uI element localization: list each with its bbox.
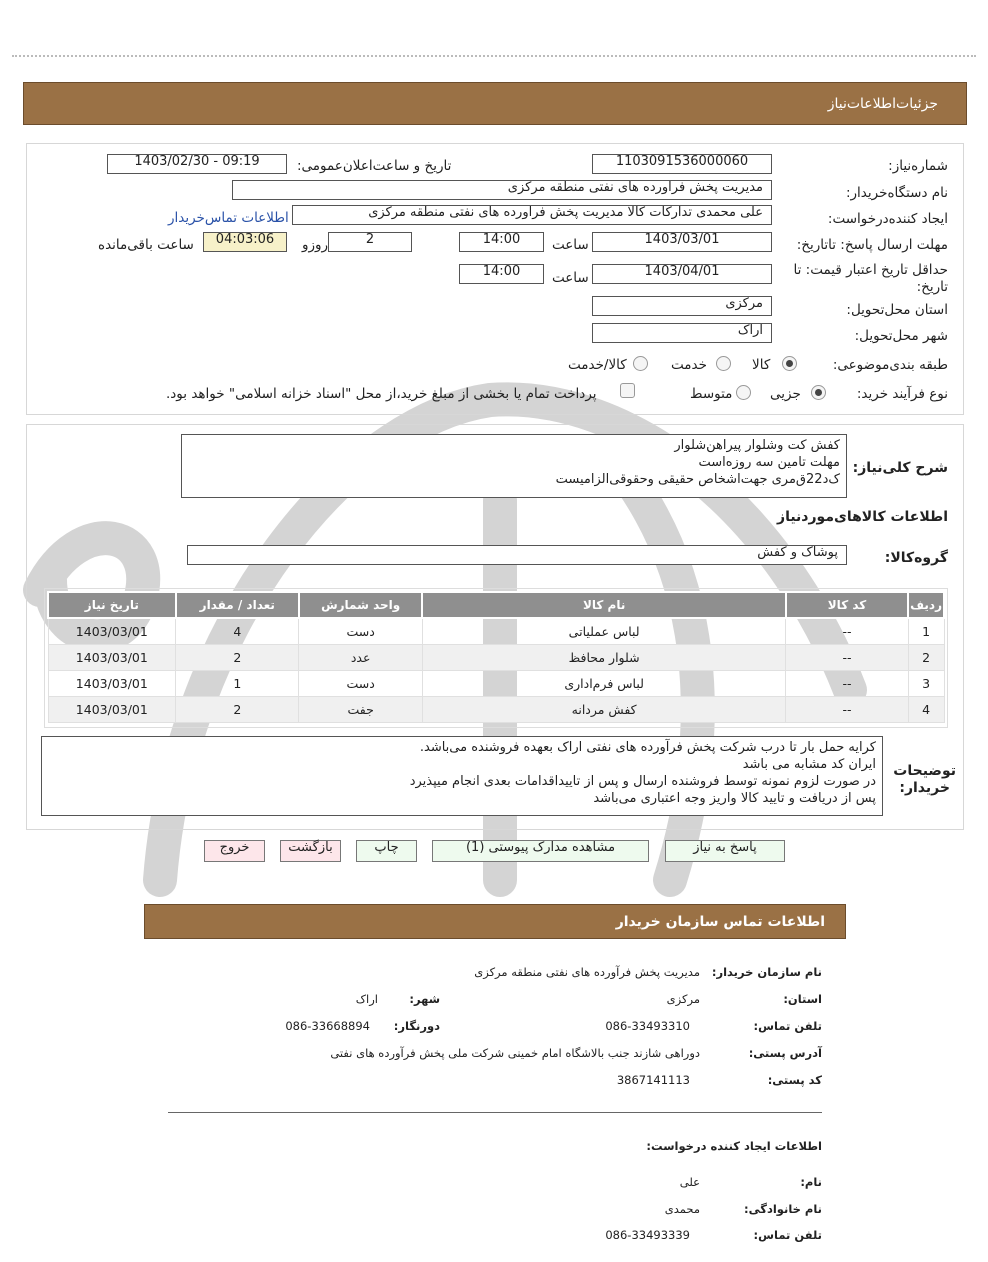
reply-time-label: ساعت <box>552 237 589 253</box>
cell-name: شلوار محافظ <box>422 644 786 670</box>
cell-row: 1 <box>908 618 944 644</box>
cell-name: کفش مردانه <box>422 696 786 722</box>
col-row: ردیف <box>908 592 944 618</box>
contact-postal-value: 3867141113 <box>616 1073 690 1087</box>
cell-code: -- <box>786 644 908 670</box>
goods-table <box>47 591 945 723</box>
creator-field: علی محمدی تداركات کالا مدیریت پخش فراورده های نفتی منطقه مرکزی <box>292 205 772 225</box>
summary-box <box>181 434 847 498</box>
buyer-notes-label <box>893 763 956 797</box>
page-title: جزئیات‌اطلاعات‌نیاز <box>827 95 938 112</box>
price-validity-date-field: 1403/04/01 <box>592 264 772 284</box>
cell-code: -- <box>786 670 908 696</box>
contact-address-value: دوراهی شازند جنب بالاشگاه امام خمینی شرکت ملی پخش فرآورده های نفتی <box>330 1046 700 1060</box>
buyer-org-field: مدیریت پخش فراورده های نفتی منطقه مرکزی <box>232 180 772 200</box>
buyer-notes-label-line1: توضیحات <box>893 763 956 779</box>
cell-qty: 1 <box>176 670 299 696</box>
cell-row: 2 <box>908 644 944 670</box>
cell-unit: دست <box>299 618 422 644</box>
cell-unit: جفت <box>299 696 422 722</box>
col-qty: تعداد / مقدار <box>176 592 299 618</box>
creator-phone-value: 086-33493339 <box>605 1228 690 1242</box>
buyer-note-line: ایران کد مشابه می باشد <box>742 757 876 772</box>
days-field: 2 <box>328 232 412 252</box>
buyer-notes-label-line2: خریدار: <box>899 780 950 796</box>
summary-label: شرح کلی‌نیاز: <box>852 460 948 476</box>
view-attachments-button[interactable]: مشاهده مدارک پیوستی (1) <box>432 840 649 862</box>
days-label: روزو <box>302 237 329 253</box>
contact-province-value: مرکزی <box>666 992 700 1006</box>
creator-name-value: علی <box>679 1175 700 1189</box>
cell-date: 1403/03/01 <box>48 644 176 670</box>
goods-group-label: گروه‌کالا: <box>884 550 948 566</box>
back-button[interactable]: بازگشت <box>280 840 341 862</box>
price-validity-time-label: ساعت <box>552 270 589 286</box>
table-row <box>48 670 944 696</box>
creator-lastname-label: نام خانوادگی: <box>744 1202 822 1216</box>
treasury-payment-note: پرداخت تمام یا بخشی از مبلغ خرید،از محل "اسناد خزانه اسلامی" خواهد بود. <box>166 386 597 402</box>
cell-qty: 2 <box>176 696 299 722</box>
contact-fax-value: 086-33668894 <box>285 1019 370 1033</box>
print-button[interactable]: چاپ <box>356 840 417 862</box>
contact-postal-label: کد پستی: <box>767 1073 822 1087</box>
category-option-goods-service: کالا/خدمت <box>568 357 627 373</box>
summary-line: کفش کت وشلوار پیراهن‌شلوار <box>674 438 840 453</box>
buyer-contact-link[interactable]: اطلاعات تماس‌خریدار <box>168 210 289 226</box>
contact-divider <box>168 1112 822 1113</box>
creator-label: ایجاد کننده‌درخواست: <box>827 211 948 227</box>
col-unit: واحد شمارش <box>299 592 422 618</box>
announce-datetime-field: 1403/02/30 - 09:19 <box>107 154 287 174</box>
reply-time-field: 14:00 <box>459 232 544 252</box>
contact-city-label: شهر: <box>409 992 440 1006</box>
contact-city-value: اراک <box>355 992 378 1006</box>
cell-code: -- <box>786 696 908 722</box>
cell-row: 3 <box>908 670 944 696</box>
category-radio-goods-service[interactable] <box>633 356 648 371</box>
table-row <box>48 696 944 722</box>
col-name: نام کالا <box>422 592 786 618</box>
buyer-org-label: نام دستگاه‌خریدار: <box>845 185 948 201</box>
summary-line: ک‌د22ق‌مری جهت‌اشخاص حقیقی وحقوقی‌الزامیست <box>555 472 840 487</box>
exit-button[interactable]: خروج <box>204 840 265 862</box>
table-row <box>48 618 944 644</box>
remaining-time-label: ساعت باقی‌مانده <box>98 237 194 253</box>
category-option-goods: کالا <box>752 357 771 373</box>
category-radio-goods[interactable] <box>782 356 797 371</box>
cell-unit: دست <box>299 670 422 696</box>
contact-address-label: آدرس پستی: <box>748 1046 822 1060</box>
contact-phone-label: تلفن تماس: <box>753 1019 822 1033</box>
table-row <box>48 644 944 670</box>
category-radio-service[interactable] <box>716 356 731 371</box>
announce-label: تاریخ و ساعت‌اعلان‌عمومی: <box>297 158 452 174</box>
goods-section-title: اطلاعات کالاهای‌موردنیاز <box>777 509 948 525</box>
reply-button[interactable]: پاسخ به نیاز <box>665 840 785 862</box>
goods-table-header <box>48 592 944 618</box>
cell-qty: 4 <box>176 618 299 644</box>
buyer-note-line: پس از دریافت و تایید کالا واریز وجه اعتباری می‌باشد <box>593 791 876 806</box>
contact-fax-label: دورنگار: <box>393 1019 440 1033</box>
buyer-notes-box <box>41 736 883 816</box>
creator-phone-label: تلفن تماس: <box>753 1228 822 1242</box>
province-label: استان محل‌تحویل: <box>846 302 948 318</box>
price-validity-label: حداقل تاریخ اعتبار قیمت: تا تاریخ: <box>793 262 948 295</box>
category-label: طبقه بندی‌موضوعی: <box>832 357 948 373</box>
process-option-medium: متوسط <box>690 386 733 402</box>
cell-date: 1403/03/01 <box>48 696 176 722</box>
need-number-label: شماره‌نیاز: <box>888 158 948 174</box>
contact-org-label: نام سازمان خریدار: <box>711 965 822 979</box>
contact-title: اطلاعات تماس سازمان خریدار <box>615 913 825 930</box>
cell-qty: 2 <box>176 644 299 670</box>
need-number-field: 1103091536000060 <box>592 154 772 174</box>
creator-name-label: نام: <box>800 1175 822 1189</box>
cell-name: لباس عملیاتی <box>422 618 786 644</box>
buyer-note-line: کرایه حمل بار تا درب شرکت پخش فرآورده های نفتی اراک بعهده فروشنده می‌باشد. <box>419 740 876 755</box>
province-field: مرکزی <box>592 296 772 316</box>
col-code: کد کالا <box>786 592 908 618</box>
cell-name: لباس فرم‌اداری <box>422 670 786 696</box>
cell-unit: عدد <box>299 644 422 670</box>
process-option-minor: جزیی <box>770 386 801 402</box>
treasury-payment-checkbox[interactable] <box>620 383 635 398</box>
contact-org-value: مدیریت پخش فرآورده های نفتی منطقه مرکزی <box>474 965 700 979</box>
remaining-time-field: 04:03:06 <box>203 232 287 252</box>
top-divider <box>12 55 976 57</box>
process-label: نوع فرآیند خرید: <box>856 386 948 402</box>
summary-line: مهلت تامین سه روزه‌است <box>698 455 840 470</box>
reply-deadline-label: مهلت ارسال پاسخ: تاتاریخ: <box>796 237 948 253</box>
process-radio-minor[interactable] <box>811 385 826 400</box>
price-validity-time-field: 14:00 <box>459 264 544 284</box>
contact-header-bar <box>144 904 846 939</box>
col-date: تاریخ نیاز <box>48 592 176 618</box>
city-label: شهر محل‌تحویل: <box>854 328 948 344</box>
process-radio-medium[interactable] <box>736 385 751 400</box>
city-field: اراک <box>592 323 772 343</box>
goods-group-field: پوشاک و کفش <box>187 545 847 565</box>
contact-province-label: استان: <box>783 992 822 1006</box>
cell-row: 4 <box>908 696 944 722</box>
cell-code: -- <box>786 618 908 644</box>
category-option-service: خدمت <box>671 357 707 373</box>
cell-date: 1403/03/01 <box>48 670 176 696</box>
buyer-note-line: در صورت لزوم نمونه توسط فروشنده ارسال و پس از تاییداقدامات بعدی انجام میپذیرد <box>409 774 876 789</box>
cell-date: 1403/03/01 <box>48 618 176 644</box>
reply-date-field: 1403/03/01 <box>592 232 772 252</box>
creator-info-title: اطلاعات ایجاد کننده درخواست: <box>646 1139 822 1153</box>
creator-lastname-value: محمدی <box>664 1202 700 1216</box>
contact-phone-value: 086-33493310 <box>605 1019 690 1033</box>
page-header-bar <box>23 82 967 125</box>
